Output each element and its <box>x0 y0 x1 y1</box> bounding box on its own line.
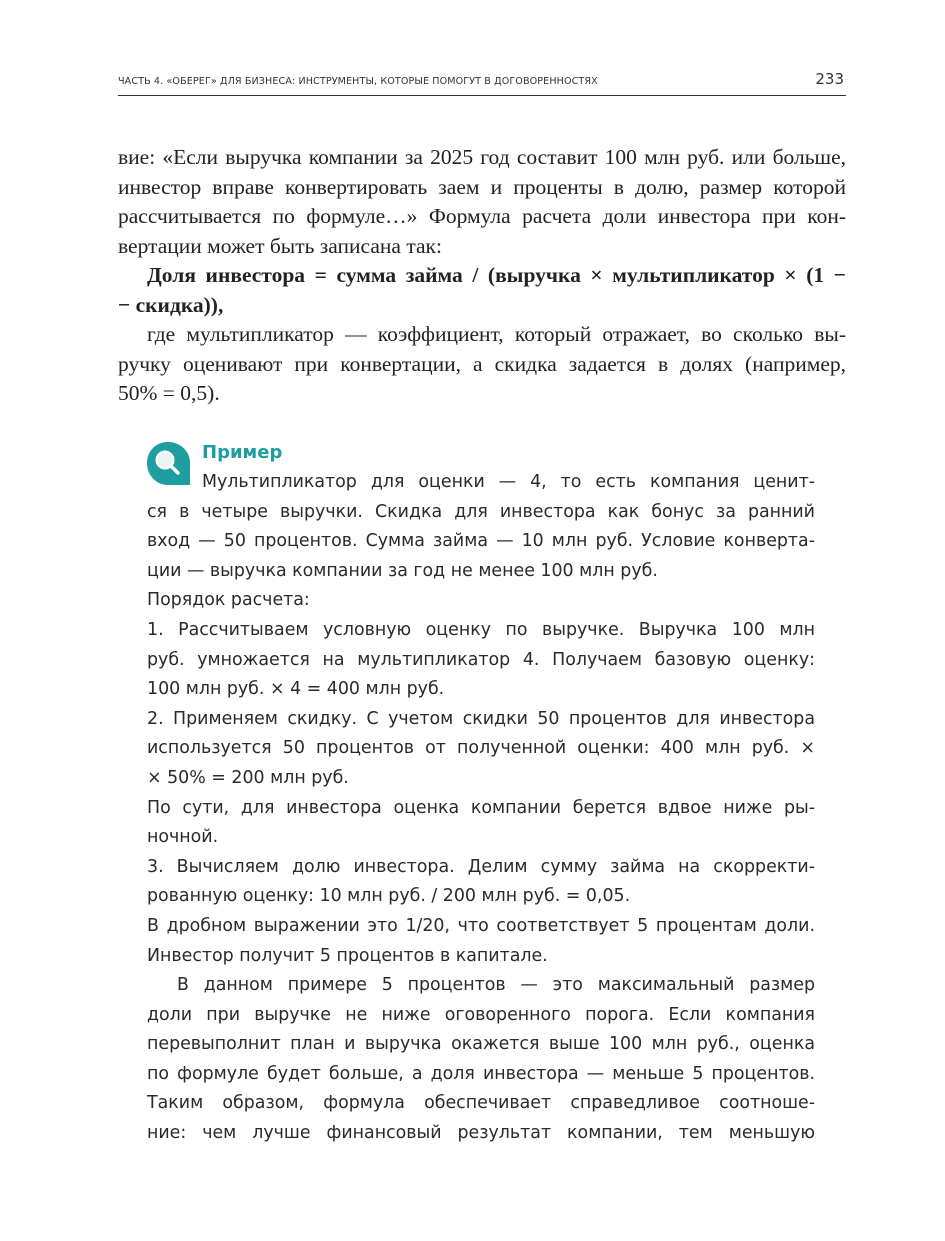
step-1-line: руб. умножается на мультипликатор 4. Получаем базовую оценку: <box>147 649 815 670</box>
formula <box>118 261 846 320</box>
closing-line: перевыполнит план и выручка окажется выше 100 млн руб., оценка <box>147 1034 815 1055</box>
step-1-line: 100 млн руб. × 4 = 400 млн руб. <box>147 679 445 700</box>
text-line: где мультипликатор — коэффициент, который отражает, во сколько вы- <box>147 322 846 346</box>
procedure-label: Порядок расчета: <box>147 590 310 611</box>
text-line: вход — 50 процентов. Сумма займа — 10 млн руб. Условие конверта- <box>147 531 815 552</box>
text-line: ции — выручка компании за год не менее 100 млн руб. <box>147 560 658 581</box>
formula-line: − скидка)), <box>118 292 224 317</box>
example-body <box>147 468 815 1149</box>
formula-line: Доля инвестора = сумма займа / (выручка × мультипликатор × (1 − <box>147 263 846 287</box>
text-line: ручку оценивают при конвертации, а скидка задается в долях (например, <box>118 351 846 376</box>
closing-line: по формуле будет больше, а доля инвестора — меньше 5 процентов. <box>147 1063 815 1084</box>
conclusion-line: В дробном выражении это 1/20, что соответствует 5 процентам доли. <box>147 915 815 936</box>
closing-line: ние: чем лучше финансовый результат компании, тем меньшую <box>147 1123 815 1144</box>
closing-line: доли при выручке не ниже оговоренного порога. Если компания <box>147 1004 815 1025</box>
conclusion-line: Инвестор получит 5 процентов в капитале. <box>147 945 548 966</box>
running-title: ЧАСТЬ 4. «ОБЕРЕГ» ДЛЯ БИЗНЕСА: ИНСТРУМЕНТЫ, КОТОРЫЕ ПОМОГУТ В ДОГОВОРЕННОСТЯХ <box>118 76 598 87</box>
formula-explanation <box>118 320 846 409</box>
step-3-line: 3. Вычисляем долю инвестора. Делим сумму займа на скорректи- <box>147 856 815 877</box>
step-3-line: рованную оценку: 10 млн руб. / 200 млн руб. = 0,05. <box>147 886 631 907</box>
text-line: вертации может быть записана так: <box>118 233 442 258</box>
intro-paragraph <box>118 143 846 261</box>
closing-line: Таким образом, формула обеспечивает справедливое соотноше- <box>147 1093 815 1114</box>
text-line: ся в четыре выручки. Скидка для инвестора как бонус за ранний <box>147 501 815 522</box>
text-line: инвестор вправе конвертировать заем и проценты в долю, размер которой <box>118 174 846 199</box>
closing-line: В данном примере 5 процентов — это максимальный размер <box>177 975 815 996</box>
step-2-line: × 50% = 200 млн руб. <box>147 767 349 788</box>
running-header <box>118 71 846 96</box>
example-label: Пример <box>202 442 283 463</box>
text-line: вие: «Если выручка компании за 2025 год составит 100 млн руб. или больше, <box>118 145 846 169</box>
step-1-line: 1. Рассчитываем условную оценку по выручке. Выручка 100 млн <box>147 619 815 640</box>
text-line: рассчитывается по формуле…» Формула расчета доли инвестора при кон- <box>118 204 846 228</box>
page-number: 233 <box>815 70 844 88</box>
step-2-note-line: ночной. <box>147 827 219 848</box>
step-2-line: используется 50 процентов от полученной оценки: 400 млн руб. × <box>147 738 815 759</box>
text-line: Мультипликатор для оценки — 4, то есть компания ценит- <box>202 472 815 492</box>
step-2-note-line: По сути, для инвестора оценка компании берется вдвое ниже ры- <box>147 797 815 818</box>
text-line: 50% = 0,5). <box>118 381 220 405</box>
step-2-line: 2. Применяем скидку. С учетом скидки 50 процентов для инвестора <box>147 708 815 729</box>
